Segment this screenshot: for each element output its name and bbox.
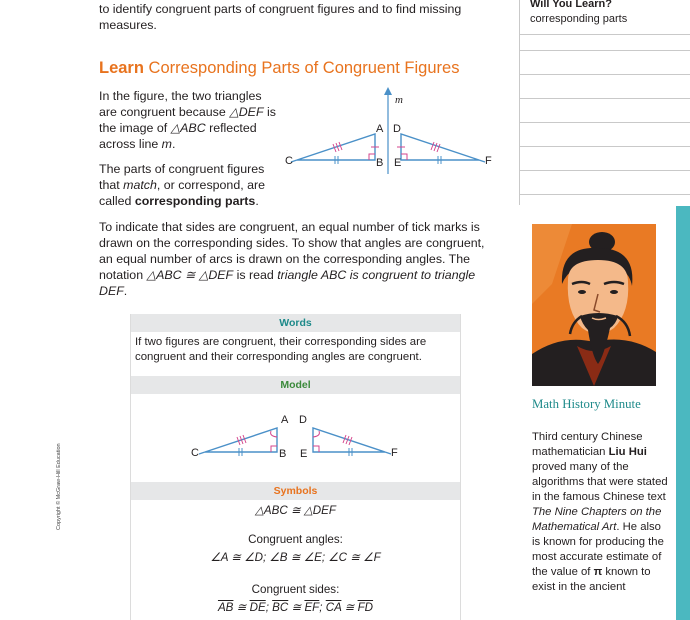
angles-statement: ∠A ≅ ∠D; ∠B ≅ ∠E; ∠C ≅ ∠F — [210, 551, 381, 564]
ticks-ca — [333, 142, 342, 152]
history-text-2: proved many of the algorithms that were stated in the famous Chinese text — [532, 461, 668, 503]
note-rule — [519, 170, 690, 171]
symbols-main: △ABC ≅ △DEF — [254, 504, 336, 517]
right-divider — [519, 0, 520, 205]
note-rule — [519, 98, 690, 99]
learn-heading — [99, 59, 459, 78]
label-b: B — [376, 157, 384, 169]
ticks-fd — [431, 142, 440, 152]
para1-text-1: In the figure, the two triangles are congruent because — [99, 89, 262, 119]
right-angle-e — [401, 154, 407, 160]
history-title: Math History Minute — [532, 397, 641, 411]
para2-term: corresponding parts — [134, 194, 256, 208]
paragraph-corresponding — [99, 161, 279, 209]
model-abc-arrow — [199, 452, 205, 454]
para1-text-2: is the image of — [99, 105, 276, 135]
right-angle-b — [369, 154, 375, 160]
sep-2: ; — [319, 601, 326, 614]
side-ab: $\overline{AB}$ — [217, 601, 234, 614]
angles-label: Congruent angles: — [248, 533, 343, 546]
model-label-e: E — [300, 448, 308, 460]
para1-line-m: m — [161, 137, 172, 151]
symbols-band: Symbols — [131, 482, 460, 500]
model-arc-a — [271, 431, 277, 437]
cong-2: ≅ — [288, 601, 305, 614]
concept-box — [130, 314, 461, 620]
para3-read-as: triangle ABC is congruent to triangle DEF — [99, 268, 476, 298]
model-label-d: D — [299, 414, 307, 426]
para3-text-1: To indicate that sides are congruent, an equal number of tick marks is drawn on the corresponding sides. To show that angles are congruent, an equal number of arcs is drawn on the corresponding angles. The notation — [99, 220, 485, 282]
will-learn-answer: corresponding parts — [530, 13, 628, 25]
para3-notation: △ABC ≅ △DEF — [146, 268, 234, 282]
model-label-a: A — [281, 414, 289, 426]
history-name: Liu Hui — [608, 446, 647, 458]
model-label-b: B — [279, 448, 287, 460]
sep-1: ; — [265, 601, 273, 614]
label-d: D — [393, 123, 401, 135]
side-ca: $\overline{CA}$ — [325, 601, 342, 614]
model-label-f: F — [391, 447, 398, 459]
model-figure — [191, 406, 411, 466]
words-band: Words — [131, 314, 460, 332]
sides-statement — [131, 600, 460, 615]
history-pi: π — [593, 566, 603, 578]
label-e: E — [394, 157, 402, 169]
label-m: m — [395, 94, 403, 106]
cong-1: ≅ — [233, 601, 250, 614]
triangle-def — [401, 134, 479, 160]
side-fd: $\overline{FD}$ — [357, 601, 374, 614]
para1-triangle-abc: △ABC — [170, 121, 206, 135]
history-text-3: . He also is known for producing the most accurate estimate of the value of — [532, 521, 664, 578]
intro-text: to identify congruent parts of congruent figures and to find missing measures. — [99, 2, 462, 32]
model-ticks-ca — [237, 435, 246, 445]
line-m-arrow-icon — [384, 87, 392, 95]
learn-label: Learn — [99, 59, 144, 77]
label-f: F — [485, 155, 492, 167]
para2-text-2: , or correspond, are called — [99, 178, 266, 208]
note-rule — [519, 74, 690, 75]
history-text-4: known to exist in the ancient — [532, 566, 651, 593]
para3-text-2: is read — [233, 268, 278, 282]
history-text-1: Third century Chinese mathematician — [532, 431, 643, 458]
paragraph-notation — [99, 219, 499, 299]
note-rule — [519, 34, 690, 35]
side-bc: $\overline{BC}$ — [272, 601, 289, 614]
history-text — [532, 430, 672, 595]
side-de: $\overline{DE}$ — [249, 601, 266, 614]
paragraph-reflection — [99, 88, 279, 152]
model-right-angle-e — [313, 446, 319, 452]
label-a: A — [376, 123, 384, 135]
note-rule — [519, 194, 690, 195]
teal-side-bar — [676, 206, 690, 620]
para1-triangle-def: △DEF — [229, 105, 264, 119]
cong-3: ≅ — [341, 601, 358, 614]
model-arc-d — [313, 431, 319, 437]
learn-title: Corresponding Parts of Congruent Figures — [148, 59, 460, 77]
words-text: If two figures are congruent, their corresponding sides are congruent and their corresponding angles are congruent. — [135, 336, 427, 363]
liu-hui-portrait — [532, 224, 656, 386]
note-rule — [519, 50, 690, 51]
para2-text-1: The parts of congruent figures that — [99, 162, 265, 192]
reflection-figure — [283, 86, 503, 176]
copyright-notice: Copyright © McGraw-Hill Education — [56, 443, 62, 530]
para1-text-4: . — [172, 137, 176, 151]
note-rule — [519, 146, 690, 147]
history-book: The Nine Chapters on the Mathematical Art — [532, 506, 662, 533]
model-label-c: C — [191, 447, 199, 459]
model-right-angle-b — [271, 446, 277, 452]
para2-text-3: . — [255, 194, 259, 208]
will-learn-question: Will You Learn? — [530, 0, 613, 10]
model-band: Model — [131, 376, 460, 394]
sides-label: Congruent sides: — [251, 583, 340, 596]
para2-match: match — [123, 178, 157, 192]
para3-text-3: . — [123, 284, 128, 298]
note-rule — [519, 122, 690, 123]
model-ticks-fd — [343, 435, 352, 445]
label-c: C — [285, 155, 293, 167]
triangle-abc — [297, 134, 375, 160]
para1-text-3: reflected across line — [99, 121, 257, 151]
side-ef: $\overline{EF}$ — [304, 601, 320, 614]
